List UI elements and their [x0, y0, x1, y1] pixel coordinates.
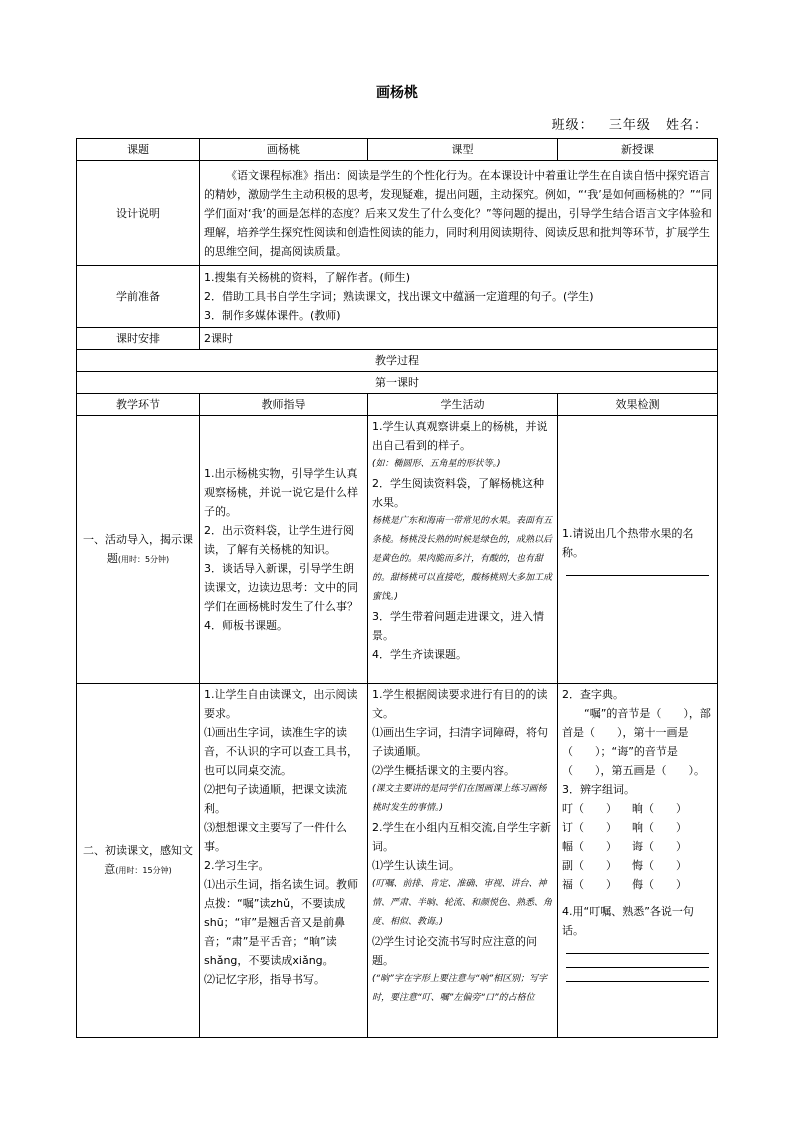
section1-name: 一、活动导入，揭示课题: [83, 533, 193, 565]
section1-student: [368, 416, 558, 684]
student-step: 3．学生带着问题走进课文，进入情景。: [372, 610, 544, 642]
topic-label: 课题: [77, 139, 200, 161]
design-text: 《语文课程标准》指出：阅读是学生的个性化行为。在本课设计中着重让学生在自读自悟中探究语言的精妙，激励学生主动积极的思考，发现疑难，提出问题，主动探究。例如，“‘我’是如何画杨桃的？”“同学们面对‘我’的画是怎样的态度？后来又发生了什么变化？”等问题的提出，引导学生结合语言文字体验和理解，培养学生探究性阅读和创造性阅读的能力，同时利用阅读期待、阅读反思和批判等环节，扩展学生的思维空间，提高阅读质量。: [200, 161, 718, 266]
teacher-step: ⑴出示生词，指名读生词。教师点拨：“嘱”读zhǔ，不要读成shū；“审”是翘舌音又是前鼻音；“肃”是平舌音；“晌”读shǎng，不要读成xiǎng。: [204, 878, 358, 967]
section1-teacher: [200, 416, 368, 684]
section1-stage: [77, 416, 200, 684]
answer-line: [566, 952, 709, 954]
name-label: 姓名：: [665, 118, 708, 133]
word-pair-row: [562, 799, 713, 818]
design-label: 设计说明: [77, 161, 200, 266]
word-pair-row: [562, 837, 713, 856]
check-question: 1.请说出几个热带水果的名称。: [562, 526, 694, 559]
teacher-step: ⑵把句子读通顺，把课文读流利。: [204, 783, 347, 815]
schedule-label: 课时安排: [77, 328, 200, 350]
prep-row: [77, 266, 718, 328]
student-note: (叮嘱、前排、肯定、准确、审视、讲台、神情、严肃、半晌、轮流、和颜悦色、熟悉、角度、相似、教诲。): [372, 879, 553, 927]
section2-check: [558, 684, 718, 1038]
check-question: 3．辨字组词。: [562, 783, 635, 796]
answer-line: [566, 966, 709, 968]
word-blank: 诲（ ）: [632, 840, 687, 853]
word-blank: 幅（ ）: [562, 840, 617, 853]
check-question: 2．查字典。: [562, 688, 624, 701]
section1-time: (用时：5分钟): [117, 555, 170, 564]
schedule-row: [77, 328, 718, 350]
type-label: 课型: [368, 139, 558, 161]
teacher-step: 3．谈话导入新课，引导学生朗读课文，边读边思考：文中的同学们在画杨桃时发生了什么事？: [204, 562, 358, 613]
student-step: 2．学生阅读资料袋，了解杨桃这种水果。: [372, 477, 544, 509]
student-step: 1.学生认真观察讲桌上的杨桃，并说出自己看到的样子。: [372, 420, 548, 452]
teacher-step: 4．师板书课题。: [204, 619, 288, 632]
word-blank: 晌（ ）: [632, 802, 687, 815]
word-pair-row: [562, 875, 713, 894]
process-title: 教学过程: [77, 350, 718, 372]
word-blank: 响（ ）: [632, 821, 687, 834]
answer-line: [566, 574, 709, 576]
student-step: ⑴学生认读生词。: [372, 859, 460, 872]
section2-time: (用时：15分钟): [115, 866, 172, 875]
lesson-title: 第一课时: [77, 372, 718, 394]
student-note: (如：椭圆形、五角星的形状等。): [372, 459, 501, 469]
section2-stage: [77, 684, 200, 1038]
prep-item: 1.搜集有关杨桃的资料，了解作者。(师生): [204, 271, 411, 284]
student-note: (课文主要讲的是同学们在图画课上练习画杨桃时发生的事情。): [372, 784, 547, 813]
schedule-value: 2课时: [200, 328, 718, 350]
student-step: ⑵学生概括课文的主要内容。: [372, 764, 515, 777]
word-pair-row: [562, 818, 713, 837]
word-pair-row: [562, 856, 713, 875]
word-blank: 订（ ）: [562, 821, 617, 834]
prep-item: 3．制作多媒体课件。(教师): [204, 309, 341, 322]
word-blank: 悔（ ）: [632, 859, 687, 872]
col-header-teacher: 教师指导: [200, 394, 368, 416]
col-header-stage: 教学环节: [77, 394, 200, 416]
design-row: [77, 161, 718, 266]
word-blank: 叮（ ）: [562, 802, 617, 815]
lesson-plan-table: [76, 138, 718, 1038]
prep-label: 学前准备: [77, 266, 200, 328]
process-title-row: [77, 350, 718, 372]
prep-item: 2．借助工具书自学生字词；熟读课文，找出课文中蕴涵一定道理的句子。(学生): [204, 290, 594, 303]
student-step: 4．学生齐读课题。: [372, 648, 467, 661]
teacher-step: ⑴画出生字词，读准生字的读音，不认识的字可以查工具书，也可以同桌交流。: [204, 726, 358, 777]
student-step: 2.学生在小组内互相交流,自学生字新词。: [372, 821, 551, 853]
teacher-step: 2．出示资料袋，让学生进行阅读，了解有关杨桃的知识。: [204, 524, 354, 556]
class-name-line: [542, 114, 708, 133]
student-note: 杨桃是广东和海南一带常见的水果。表面有五条棱。杨桃没长熟的时候是绿色的，成熟以后是黄色的。果肉脆而多汁，有酸的，也有甜的。甜杨桃可以直接吃，酸杨桃则大多加工成蜜饯。): [372, 516, 553, 602]
check-question: “嘱”的音节是（ ），部首是（ ），第十一画是（ ）；“诲”的音节是（ ），第五画是（ ）。: [562, 707, 711, 777]
section1-row: [77, 416, 718, 684]
type-value: 新授课: [558, 139, 718, 161]
teacher-step: 2.学习生字。: [204, 859, 270, 872]
student-step: 1.学生根据阅读要求进行有目的的读文。: [372, 688, 548, 720]
check-question: 4.用“叮嘱、熟悉”各说一句话。: [562, 905, 694, 937]
topic-value: 画杨桃: [200, 139, 368, 161]
section2-row: [77, 684, 718, 1038]
column-header-row: [77, 394, 718, 416]
page-title: 画杨桃: [376, 85, 418, 101]
header-row: [77, 139, 718, 161]
class-label: 班级：: [551, 118, 594, 133]
section2-teacher: [200, 684, 368, 1038]
lesson-title-row: [77, 372, 718, 394]
student-note: (“晌”字在字形上要注意与“响”相区别；写字时，要注意“叮、嘱”左偏旁“口”的占格位: [372, 974, 548, 1003]
student-step: ⑴画出生字词，扫清字词障碍，将句子读通顺。: [372, 726, 548, 758]
word-blank: 福（ ）: [562, 878, 617, 891]
answer-line: [566, 980, 709, 982]
prep-items: [200, 266, 718, 328]
teacher-step: ⑶想想课文主要写了一件什么事。: [204, 821, 347, 853]
student-step: ⑵学生讨论交流书写时应注意的问题。: [372, 935, 537, 967]
teacher-step: 1.让学生自由读课文，出示阅读要求。: [204, 688, 358, 720]
section2-name: 二、初读课文，感知文意: [83, 844, 193, 876]
class-value: 三年级: [608, 118, 651, 133]
col-header-student: 学生活动: [368, 394, 558, 416]
col-header-check: 效果检测: [558, 394, 718, 416]
section1-check: [558, 416, 718, 684]
word-blank: 侮（ ）: [632, 878, 687, 891]
section2-student: [368, 684, 558, 1038]
teacher-step: ⑵记忆字形，指导书写。: [204, 973, 325, 986]
teacher-step: 1.出示杨桃实物，引导学生认真观察杨桃，并说一说它是什么样子的。: [204, 467, 358, 518]
word-blank: 副（ ）: [562, 859, 617, 872]
